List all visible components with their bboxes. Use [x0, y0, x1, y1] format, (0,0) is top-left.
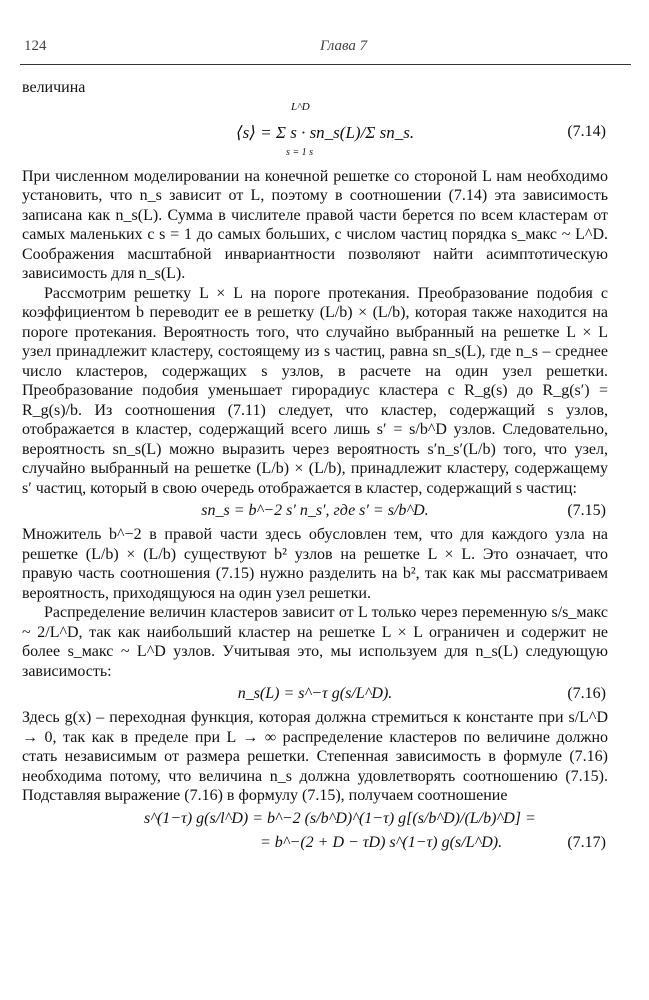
paragraph: Распределение величин кластеров зависит от L только через переменную s/s_макс ~ 2/L^D, так как наибольший кластер на решетке L × L ограничен и содержит не более s_макс ~ L^D узлов. Учитывая это, мы используем для n_s(L) следующую зависимость: — [22, 604, 608, 680]
equation-7-15 — [22, 501, 608, 521]
paragraph-intro: величина — [22, 79, 86, 96]
equation-7-14-expression: ⟨s⟩ = Σ s · sn_s(L)/Σ sn_s. — [236, 122, 415, 142]
sum-lower-limit: s = 1 s — [286, 146, 314, 158]
equation-7-14 — [22, 101, 608, 163]
paragraph: Здесь g(x) – переходная функция, которая должна стремиться к константе при s/L^D → 0, так как в пределе при L → ∞ распределение кластеров по величине должно стать независимым от размера решетки. Степенная зависимость в формуле (7.16) необходима потому, что величина n_s должна удовлетворять соотношению (7.15). Подставляя выражение (7.16) в формулу (7.15), получаем соотношение — [22, 709, 608, 804]
page-body — [22, 78, 608, 859]
equation-number: (7.17) — [567, 833, 606, 851]
chapter-title: Глава 7 — [320, 38, 368, 54]
equation-7-17-line-2: = b^−(2 + D − τD) s^(1−τ) g(s/L^D). — [260, 833, 503, 851]
equation-number: (7.15) — [567, 502, 606, 519]
equation-number: (7.16) — [567, 685, 606, 702]
equation-7-17-line-1: s^(1−τ) g(s/l^D) = b^−2 (s/b^D)^(1−τ) g[(s/b^D)/(L/b)^D] = — [144, 809, 536, 827]
equation-7-17 — [22, 809, 608, 855]
equation-7-16-expression: n_s(L) = s^−τ g(s/L^D). — [237, 685, 393, 702]
equation-7-15-expression: sn_s = b^−2 s′ n_s′, где s′ = s/b^D. — [201, 502, 429, 519]
page-number: 124 — [24, 38, 47, 54]
sum-upper-limit: L^D — [291, 100, 310, 113]
page-header — [20, 36, 631, 65]
paragraph: Рассмотрим решетку L × L на пороге протекания. Преобразование подобия с коэффициентом b переводит ее в решетку (L/b) × (L/b), которая также находится на пороге протекания. Вероятность того, что случайно выбранный на решетке L × L узел принадлежит кластеру, состоящему из s частиц, равна sn_s(L), где n_s – среднее число кластеров, содержащих s узлов, в расчете на один узел решетки. Преобразование подобия уменьшает гирорадиус кластера с R_g(s) до R_g(s′) = R_g(s)/b. Из соотношения (7.11) следует, что кластер, содержащий s узлов, отображается в кластер, содержащий всего лишь s′ = s/b^D узлов. Следовательно, вероятность sn_s(L) можно выразить через вероятность s′n_s′(L/b) того, что узел, случайно выбранный на решетке (L/b) × (L/b), принадлежит кластеру, содержащему s′ частиц, который в свою очередь отображается в кластер, содержащий s частиц: — [22, 284, 608, 497]
equation-7-16 — [22, 684, 608, 704]
paragraph: При численном моделировании на конечной решетке со стороной L нам необходимо установить, что n_s зависит от L, поэтому в соотношении (7.14) эта зависимость записана как n_s(L). Сумма в числителе правой части берется по всем кластерам от самых маленьких с s = 1 до самых больших, с числом частиц порядка s_макс ~ L^D. Соображения масштабной инвариантности позволяют найти асимптотическую зависимость для n_s(L). — [22, 167, 608, 282]
equation-number: (7.14) — [567, 122, 606, 140]
paragraph: Множитель b^−2 в правой части здесь обусловлен тем, что для каждого узла на решетке (L/b) × (L/b) существуют b² узлов на решетке L × L. Это означает, что правую часть соотношения (7.15) нужно разделить на b², так как мы рассматриваем вероятность, приходящуюся на один узел решетки. — [22, 526, 608, 602]
